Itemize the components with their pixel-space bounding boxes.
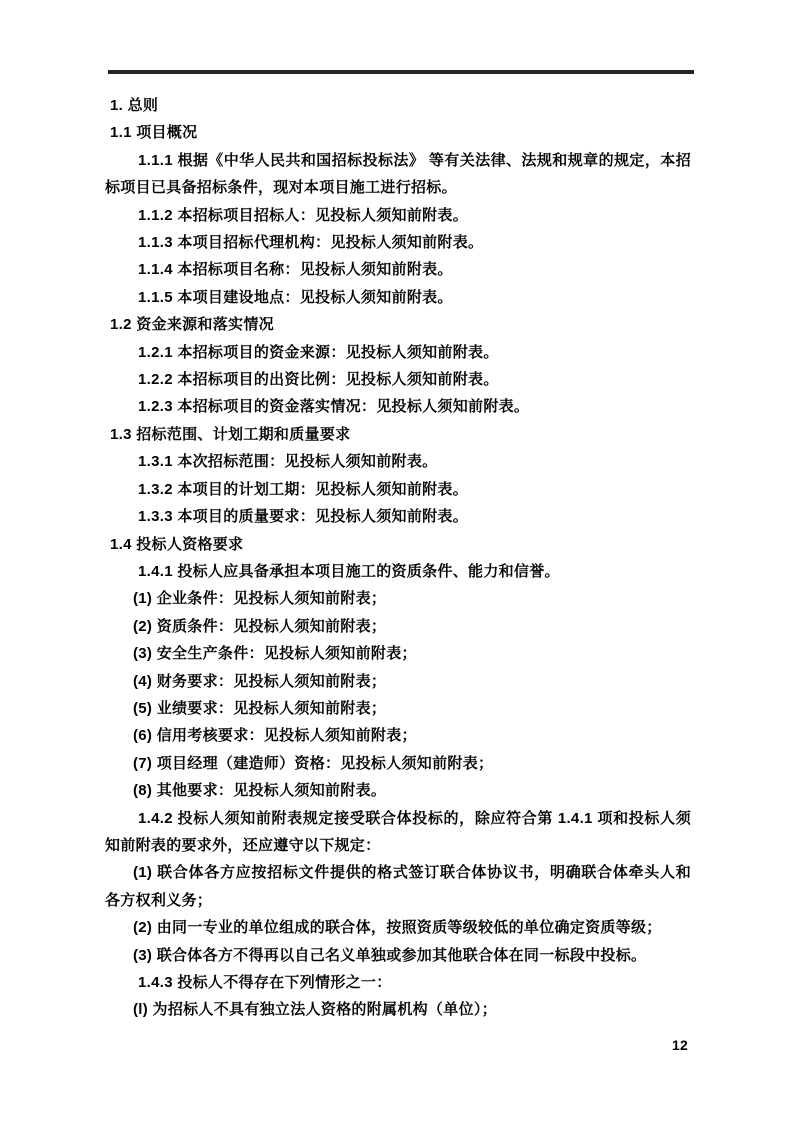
document-body bbox=[105, 92, 691, 1024]
section-heading: 1.3 招标范围、计划工期和质量要求 bbox=[110, 425, 351, 443]
clause-paragraph: 1.2.1 本招标项目的资金来源：见投标人须知前附表。 bbox=[138, 343, 499, 361]
clause-paragraph: 1.1.5 本项目建设地点：见投标人须知前附表。 bbox=[138, 288, 453, 306]
section-heading: 1.1 项目概况 bbox=[110, 124, 198, 142]
clause-paragraph: 1.1.4 本招标项目名称：见投标人须知前附表。 bbox=[138, 261, 453, 279]
list-item: (2) 由同一专业的单位组成的联合体，按照资质等级较低的单位确定资质等级； bbox=[133, 919, 662, 937]
clause-paragraph: 1.1.2 本招标项目招标人：见投标人须知前附表。 bbox=[138, 206, 469, 224]
header-rule bbox=[108, 70, 694, 74]
list-item: (7) 项目经理（建造师）资格：见投标人须知前附表； bbox=[133, 754, 494, 772]
clause-paragraph: 1.2.2 本招标项目的出资比例：见投标人须知前附表。 bbox=[138, 371, 499, 389]
clause-paragraph: 1.3.2 本项目的计划工期：见投标人须知前附表。 bbox=[138, 480, 469, 498]
clause-paragraph: 1.4.2 投标人须知前附表规定接受联合体投标的，除应符合第 1.4.1 项和投标人须知前附表的要求外，还应遵守以下规定： bbox=[105, 809, 691, 854]
list-item: (4) 财务要求：见投标人须知前附表； bbox=[133, 672, 387, 690]
list-item: (3) 安全生产条件：见投标人须知前附表； bbox=[133, 645, 417, 663]
list-item: (6) 信用考核要求：见投标人须知前附表； bbox=[133, 727, 417, 745]
list-item: (2) 资质条件：见投标人须知前附表； bbox=[133, 617, 387, 635]
list-item: (8) 其他要求：见投标人须知前附表。 bbox=[133, 782, 387, 800]
section-heading: 1.2 资金来源和落实情况 bbox=[110, 316, 274, 334]
section-heading: 1.4 投标人资格要求 bbox=[110, 535, 244, 553]
clause-paragraph: 1.1.1 根据《中华人民共和国招标投标法》 等有关法律、法规和规章的规定，本招标项目已具备招标条件，现对本项目施工进行招标。 bbox=[105, 151, 691, 197]
clause-paragraph: 1.3.3 本项目的质量要求：见投标人须知前附表。 bbox=[138, 508, 469, 526]
clause-paragraph: 1.4.3 投标人不得存在下列情形之一： bbox=[138, 974, 392, 991]
list-item: (1) 企业条件：见投标人须知前附表； bbox=[133, 590, 387, 608]
section-heading: 1. 总则 bbox=[110, 97, 159, 114]
page-number: 12 bbox=[672, 1037, 688, 1053]
list-item: (5) 业绩要求：见投标人须知前附表； bbox=[133, 699, 387, 717]
clause-paragraph: 1.1.3 本项目招标代理机构：见投标人须知前附表。 bbox=[138, 234, 484, 252]
clause-paragraph: 1.4.1 投标人应具备承担本项目施工的资质条件、能力和信誉。 bbox=[138, 562, 560, 580]
list-item: (3) 联合体各方不得再以自己名义单独或参加其他联合体在同一标段中投标。 bbox=[133, 946, 647, 964]
list-item: (1) 联合体各方应按招标文件提供的格式签订联合体协议书，明确联合体牵头人和各方权利义务； bbox=[105, 864, 691, 909]
clause-paragraph: 1.3.1 本次招标范围：见投标人须知前附表。 bbox=[138, 453, 438, 471]
clause-paragraph: 1.2.3 本招标项目的资金落实情况：见投标人须知前附表。 bbox=[138, 398, 530, 416]
list-item: (l) 为招标人不具有独立法人资格的附属机构（单位）； bbox=[133, 1001, 497, 1019]
